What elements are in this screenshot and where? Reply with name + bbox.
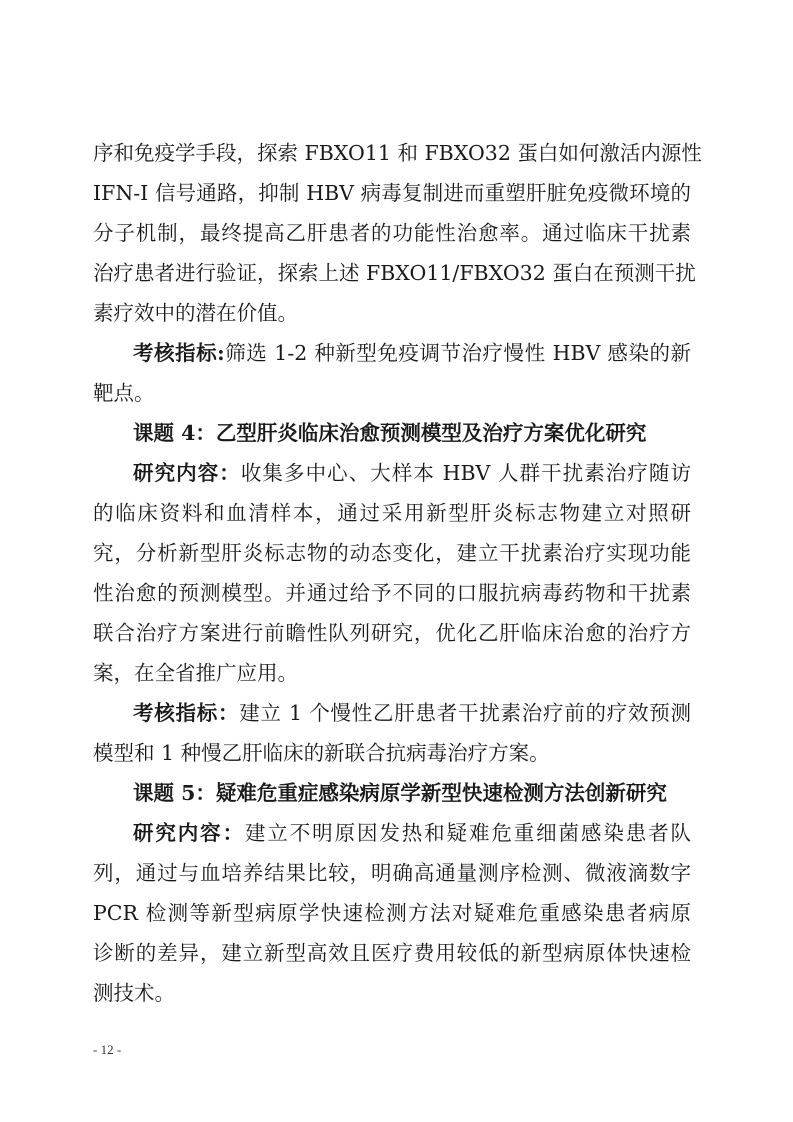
assessment-text: 建立 1 个慢性乙肝患者干扰素治疗前的疗效预测 [239,701,692,725]
research-line [133,453,691,493]
paragraph-line: 序和免疫学手段，探索 FBXO11 和 FBXO32 蛋白如何激活内源性 [93,141,702,165]
paragraph-line: 诊断的差异，建立新型高效且医疗费用较低的新型病原体快速检 [93,941,691,965]
topic-5-heading: 课题 5：疑难危重症感染病原学新型快速检测方法创新研究 [133,781,667,805]
research-text: 收集多中心、大样本 HBV 人群干扰素治疗随访 [240,461,691,485]
paragraph-line: 联合治疗方案进行前瞻性队列研究，优化乙肝临床治愈的治疗方 [93,621,691,645]
paragraph-line: 治疗患者进行验证，探索上述 FBXO11/FBXO32 蛋白在预测干扰 [93,261,696,285]
paragraph-line: 案，在全省推广应用。 [93,661,298,685]
paragraph-line: 素疗效中的潜在价值。 [93,301,298,325]
assessment-label: 考核指标: [133,341,225,365]
paragraph-line: 的临床资料和血清样本，通过采用新型肝炎标志物建立对照研 [93,501,691,525]
paragraph-line: 分子机制，最终提高乙肝患者的功能性治愈率。通过临床干扰素 [93,221,691,245]
research-label: 研究内容： [133,821,245,845]
research-line [133,813,691,853]
assessment-line [133,693,691,733]
paragraph-line: 模型和 1 种慢乙肝临床的新联合抗病毒治疗方案。 [93,741,550,765]
paragraph-line: IFN-I 信号通路，抑制 HBV 病毒复制进而重塑肝脏免疫微环境的 [93,181,691,205]
paragraph-line: PCR 检测等新型病原学快速检测方法对疑难危重感染患者病原 [93,901,691,925]
paragraph-line: 性治愈的预测模型。并通过给予不同的口服抗病毒药物和干扰素 [93,581,691,605]
paragraph-line: 列，通过与血培养结果比较，明确高通量测序检测、微液滴数字 [93,861,691,885]
research-label: 研究内容： [133,461,241,485]
assessment-text: 筛选 1-2 种新型免疫调节治疗慢性 HBV 感染的新 [224,341,691,365]
page-number: - 12 - [93,1042,122,1057]
assessment-line [133,333,691,373]
research-text: 建立不明原因发热和疑难危重细菌感染患者队 [244,821,692,845]
assessment-label: 考核指标： [133,701,240,725]
paragraph-line: 究，分析新型肝炎标志物的动态变化，建立干扰素治疗实现功能 [93,541,691,565]
paragraph-line: 测技术。 [93,981,175,1005]
paragraph-line: 靶点。 [93,381,155,405]
topic-4-heading: 课题 4：乙型肝炎临床治愈预测模型及治疗方案优化研究 [133,421,647,445]
